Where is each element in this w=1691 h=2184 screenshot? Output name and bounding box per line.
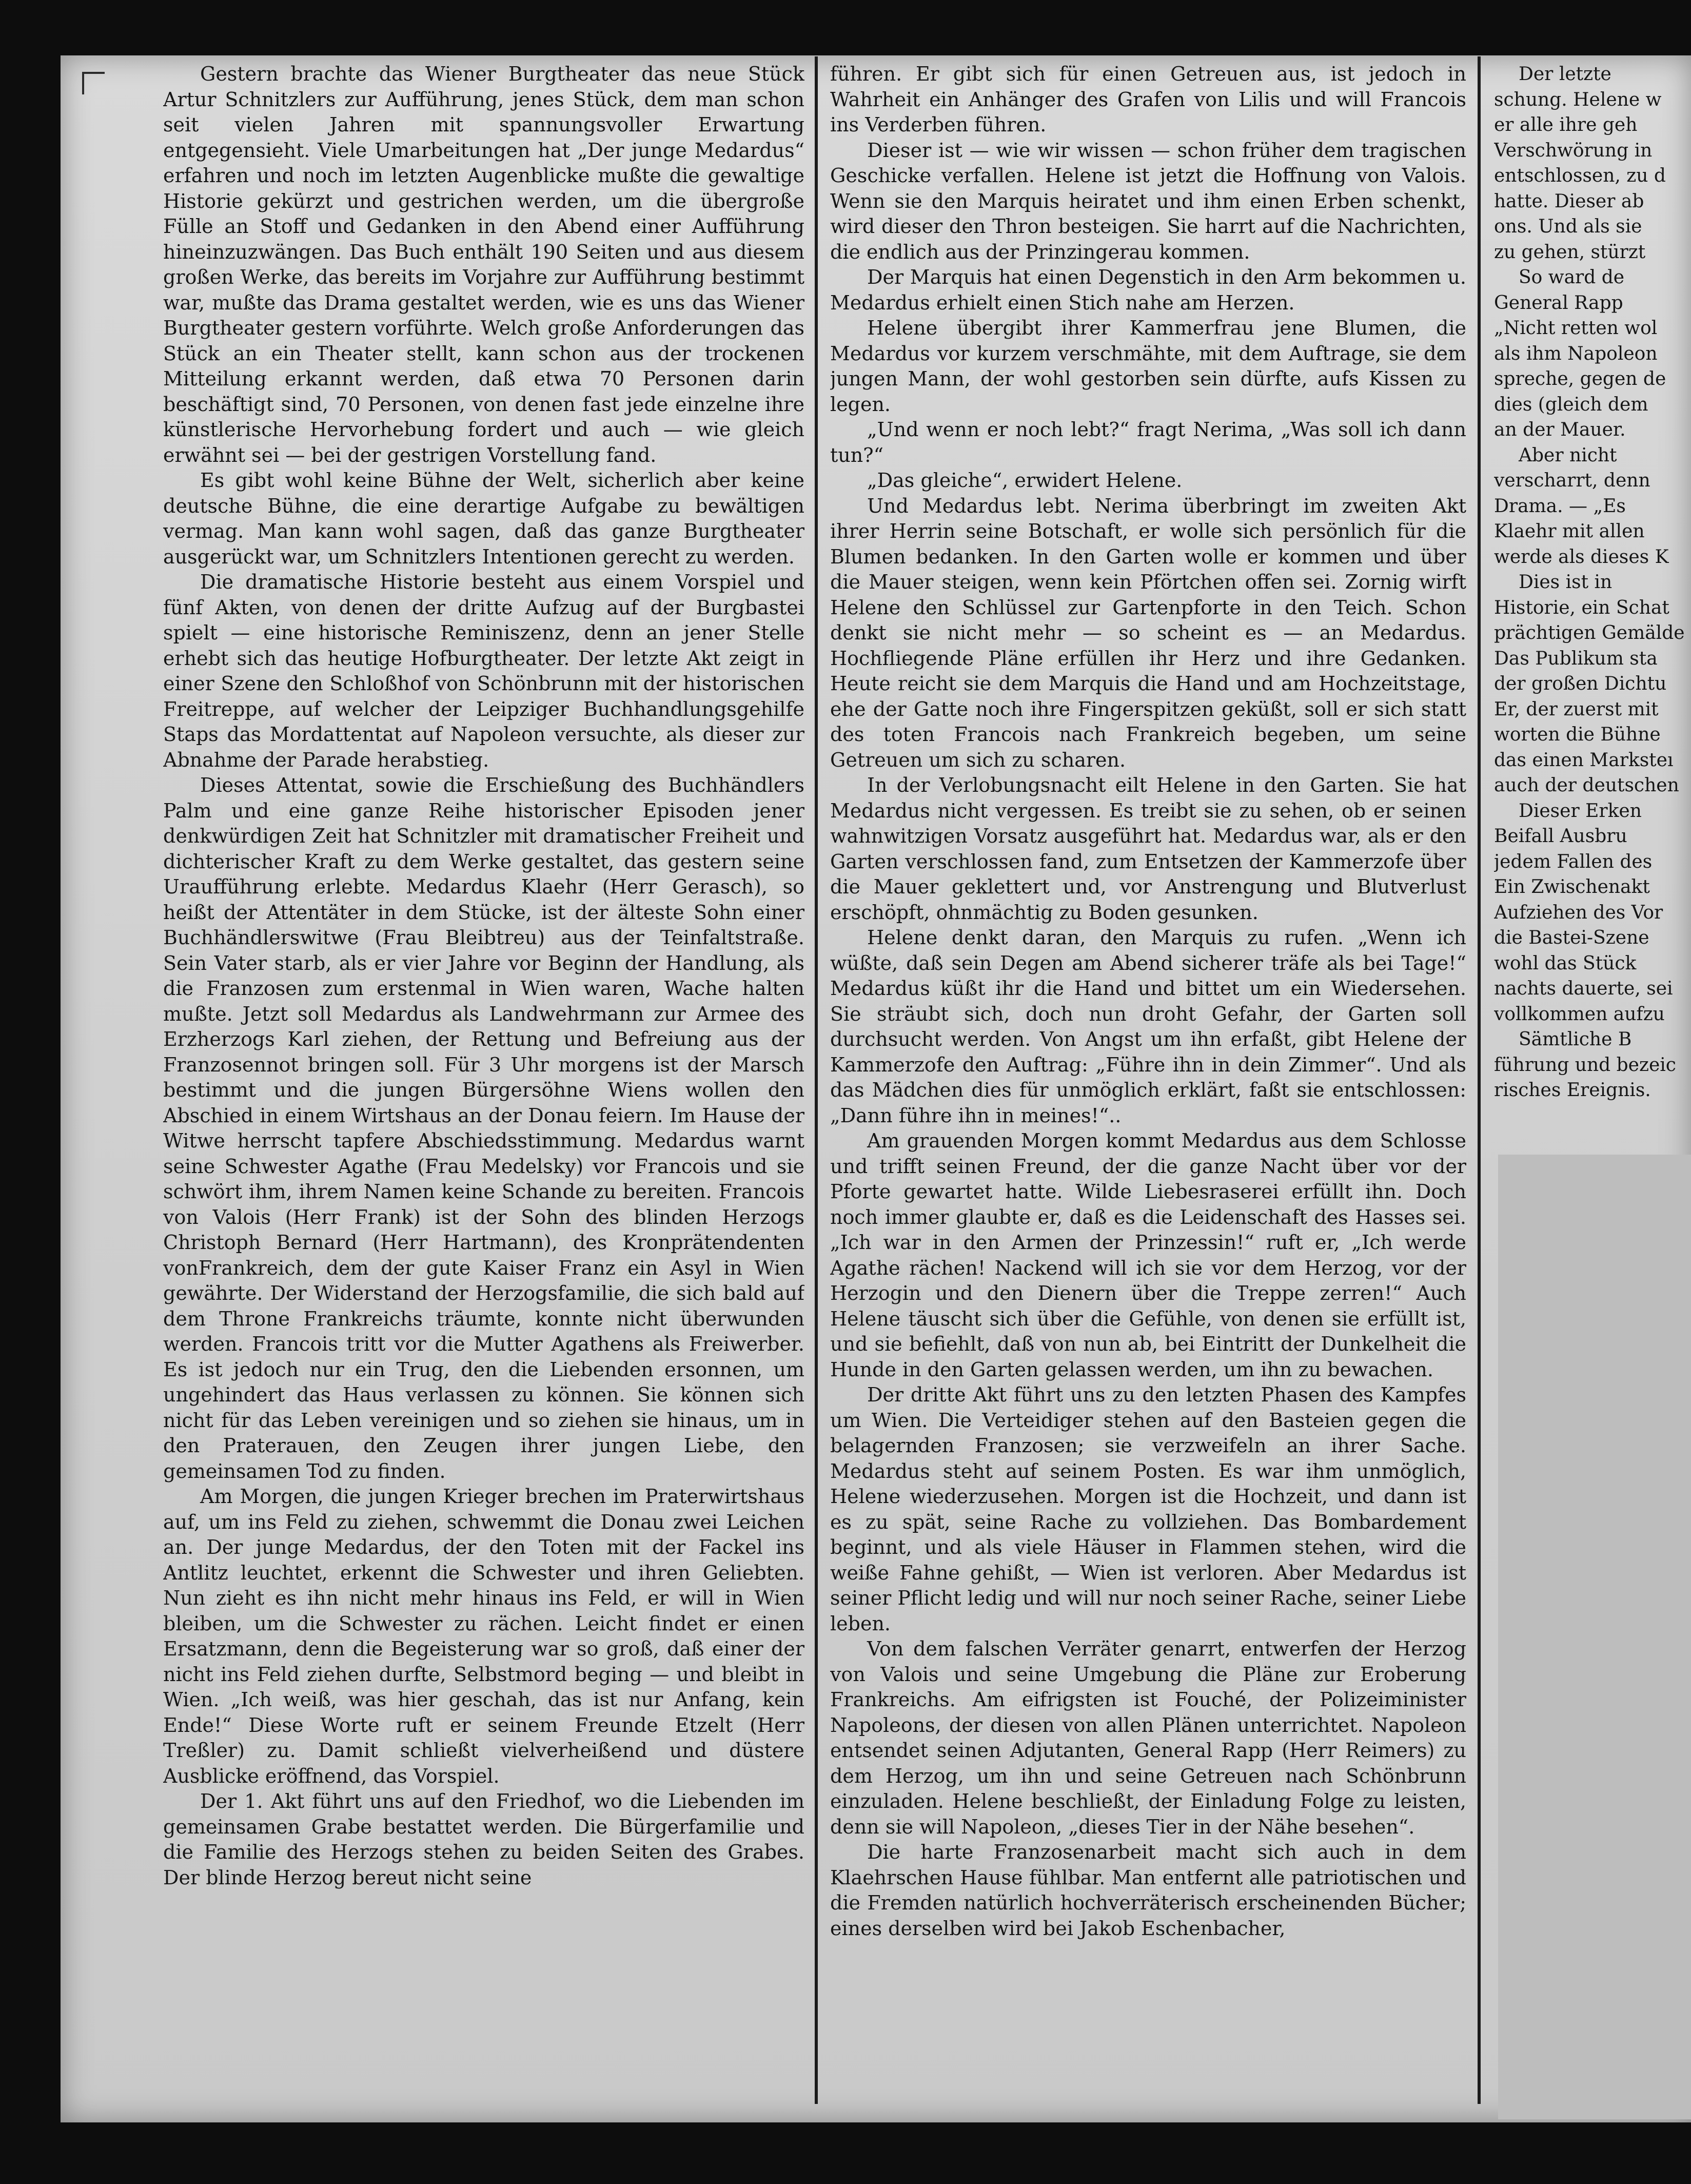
- article-paragraph: Es gibt wohl keine Bühne der Welt, sicherlich aber keine deutsche Bühne, die eine derartige Aufgabe zu bewältigen vermag. Man kann wohl sagen, daß das ganze Burgtheater ausgerückt war, um Schnitzlers Intentionen gerecht zu werden.: [163, 469, 804, 568]
- article-line: Ein Zwischenakt: [1494, 876, 1650, 898]
- article-line: schung. Helene w: [1494, 89, 1662, 110]
- article-line: worten die Bühne: [1494, 724, 1661, 745]
- column-divider: [1478, 56, 1481, 2104]
- column-divider: [815, 56, 818, 2104]
- article-paragraph: „Das gleiche“, erwidert Helene.: [867, 469, 1183, 492]
- article-line: der großen Dichtu: [1494, 673, 1667, 694]
- article-line: hatte. Dieser ab: [1494, 190, 1644, 212]
- article-line: zu gehen, stürzt: [1494, 241, 1646, 263]
- article-paragraph: Am Morgen, die jungen Krieger brechen im Praterwirtshaus auf, um ins Feld zu ziehen, schwemmt die Donau zwei Leichen an. Der junge Medardus, der den Toten mit der Fackel ins Antlitz leuchtet, erkennt die Schwester und ihren Geliebten. Nun zieht es ihn nicht mehr hinaus ins Feld, er will in Wien bleiben, um die Schwester zu rächen. Leicht findet er einen Ersatzmann, denn die Begeisterung war so groß, daß einer der nicht ins Feld ziehen durfte, Selbstmord beging — und bleibt in Wien. „Ich weiß, was hier geschah, das ist nur Anfang, kein Ende!“ Diese Worte ruft er seinem Freunde Etzelt (Herr Treßler) zu. Damit schließt vielverheißend und düstere Ausblicke eröffnend, das Vorspiel.: [163, 1485, 804, 1787]
- article-line: risches Ereignis.: [1494, 1080, 1651, 1101]
- article-line: Sämtliche B: [1519, 1029, 1632, 1050]
- article-line: Klaehr mit allen: [1494, 521, 1645, 542]
- article-line: Er, der zuerst mit: [1494, 698, 1659, 720]
- article-line: wohl das Stück: [1494, 952, 1637, 974]
- article-line: als ihm Napoleon: [1494, 343, 1658, 364]
- article-line: ons. Und als sie: [1494, 216, 1642, 237]
- article-paragraph: Und Medardus lebt. Nerima überbringt im zweiten Akt ihrer Herrin seine Botschaft, er wolle sich persönlich für die Blumen bedanken. In den Garten wolle er kommen und über die Mauer steigen, wenn kein Pförtchen offen sei. Zornig wirft Helene den Schlüssel zur Gartenpforte in den Teich. Schon denkt sie nicht mehr — so scheint es — an Medardus. Hochfliegende Pläne erfüllen ihr Herz und ihre Gedanken. Heute reicht sie dem Marquis die Hand und am Hochzeitstage, ehe der Gatte noch ihre Fingerspitzen geküßt, soll er sich statt des toten Francois nach Frankreich begeben, um seine Getreuen um sich zu scharen.: [830, 494, 1466, 771]
- article-line: General Rapp: [1494, 292, 1623, 314]
- article-line: vollkommen aufzu: [1494, 1003, 1665, 1025]
- corner-crop-mark: [82, 72, 105, 94]
- article-line: die Bastei-Szene: [1494, 927, 1649, 948]
- article-paragraph: Der 1. Akt führt uns auf den Friedhof, wo die Liebenden im gemeinsamen Grabe bestattet werden. Die Bürgerfamilie und die Familie des Herzogs stehen zu beiden Seiten des Grabes. Der blinde Herzog bereut nicht seine: [163, 1790, 804, 1889]
- article-paragraph: Helene übergibt ihrer Kammerfrau jene Blumen, die Medardus vor kurzem verschmähte, mit dem Auftrage, sie dem jungen Mann, der wohl gestorben sein dürfte, aufs Kissen zu legen.: [830, 317, 1466, 416]
- article-line: entschlossen, zu d: [1494, 165, 1666, 186]
- article-line: Beifall Ausbru: [1494, 826, 1627, 847]
- article-line: Verschwörung in: [1494, 140, 1653, 161]
- article-line: Aber nicht: [1519, 444, 1617, 466]
- article-paragraph: Am grauenden Morgen kommt Medardus aus dem Schlosse und trifft seinen Freund, der die ganze Nacht über vor der Pforte gewartet hatte. Wilde Liebesraserei erfüllt ihn. Doch noch immer glaubte er, daß es die Leidenschaft des Hasses sei. „Ich war in den Armen der Prinzessin!“ ruft er, „Ich werde Agathe rächen! Nackend will ich sie vor dem Herzog, vor der Herzogin und den Dienern über die Treppe zerren!“ Auch Helene täuscht sich über die Gefühle, von denen sie erfüllt ist, und sie befiehlt, daß von nun ab, bei Eintritt der Dunkelheit die Hunde in den Garten gelassen werden, um ihn zu bewachen.: [830, 1129, 1466, 1381]
- article-column-3-cropped: [1494, 62, 1689, 1191]
- article-paragraph: Gestern brachte das Wiener Burgtheater das neue Stück Artur Schnitzlers zur Aufführung, jenes Stück, dem man schon seit vielen Jahren mit spannungsvoller Erwartung entgegensieht. Viele Umarbeitungen hat „Der junge Medardus“ erfahren und noch im letzten Augenblicke mußte die gewaltige Historie gekürzt und gestrichen werden, um die übergroße Fülle an Stoff und Gedanken in den Abend einer Aufführung hineinzuzwängen. Das Buch enthält 190 Seiten und aus diesem großen Werke, das bereits im Vorjahre zur Aufführung bestimmt war, mußte das Drama gestaltet werden, wie es uns das Wiener Burgtheater gestern vorführte. Welch große Anforderungen das Stück an ein Theater stellt, kann schon aus der trockenen Mitteilung erkannt werden, daß etwa 70 Personen darin beschäftigt sind, 70 Personen, von denen fast jede einzelne ihre künstlerische Hervorhebung fordert und auch — wie gleich erwähnt sei — bei der gestrigen Vorstellung fand.: [163, 63, 804, 466]
- article-line: auch der deutschen: [1494, 775, 1679, 796]
- article-line: prächtigen Gemälde: [1494, 622, 1685, 644]
- article-line: Aufziehen des Vor: [1494, 902, 1663, 923]
- article-line: er alle ihre geh: [1494, 114, 1638, 135]
- article-column-1: [163, 62, 804, 2114]
- article-line: führung und bezeic: [1494, 1054, 1676, 1076]
- article-line: jedem Fallen des: [1494, 851, 1653, 872]
- article-column-2: [830, 62, 1466, 2114]
- article-paragraph: Helene denkt daran, den Marquis zu rufen. „Wenn ich wüßte, daß sein Degen am Abend sicherer träfe als bei Tage!“ Medardus küßt ihr die Hand und bittet um ein Wiedersehen. Sie sträubt sich, doch nun droht Gefahr, der Garten soll durchsucht werden. Von Angst um ihn erfaßt, gibt Helene der Kammerzofe den Auftrag: „Führe ihn in dein Zimmer“. Und als das Mädchen dies für unmöglich erklärt, faßt sie entschlossen: „Dann führe ihn in meines!“..: [830, 926, 1466, 1127]
- article-line: werde als dieses K: [1494, 546, 1669, 568]
- article-line: Dies ist in: [1519, 572, 1613, 593]
- article-line: dies (gleich dem: [1494, 394, 1648, 415]
- article-line: So ward de: [1519, 267, 1625, 288]
- article-paragraph: Dieser ist — wie wir wissen — schon früher dem tragischen Geschicke verfallen. Helene ist jetzt die Hoffnung von Valois. Wenn sie den Marquis heiratet und ihm einen Erben schenkt, wird dieser den Thron besteigen. Sie harrt auf die Nachrichten, die endlich aus der Prinzingerau kommen.: [830, 139, 1466, 263]
- article-line: an der Mauer.: [1494, 419, 1626, 440]
- article-paragraph: In der Verlobungsnacht eilt Helene in den Garten. Sie hat Medardus nicht vergessen. Es treibt sie zu sehen, ob er seinen wahnwitzigen Vorsatz ausgeführt hat. Medardus war, als er den Garten verschlossen fand, zum Entsetzen der Kammerzofe über die Mauer geklettert und, vor Anstrengung und Blutverlust erschöpft, ohnmächtig zu Boden gesunken.: [830, 774, 1466, 924]
- blank-paper-area: [1498, 1155, 1691, 2119]
- article-line: Drama. — „Es: [1494, 495, 1626, 517]
- article-line: spreche, gegen de: [1494, 368, 1666, 389]
- article-line: „Nicht retten wol: [1494, 318, 1658, 339]
- article-paragraph: Die dramatische Historie besteht aus einem Vorspiel und fünf Akten, von denen der dritte Aufzug auf der Burgbastei spielt — eine historische Reminiszenz, denn an jener Stelle erhebt sich das heutige Hofburgtheater. Der letzte Akt zeigt in einer Szene den Schloßhof von Schönbrunn mit der historischen Freitreppe, auf welcher der Leipziger Buchhandlungsgehilfe Staps das Mordattentat auf Napoleon versuchte, als dieser zur Abnahme der Parade herabstieg.: [163, 571, 804, 771]
- article-paragraph: Dieses Attentat, sowie die Erschießung des Buchhändlers Palm und eine ganze Reihe historischer Episoden jener denkwürdigen Zeit hat Schnitzler mit dramatischer Freiheit und dichterischer Kraft zu dem Werke gestaltet, das gestern seine Uraufführung erlebte. Medardus Klaehr (Herr Gerasch), so heißt der Attentäter in dem Stücke, ist der älteste Sohn einer Buchhändlerswitwe (Frau Bleibtreu) aus der Teinfaltstraße. Sein Vater starb, als er vier Jahre vor Beginn der Handlung, als die Franzosen zum erstenmal in Wien waren, Wache halten mußte. Jetzt soll Medardus als Landwehrmann zur Armee des Erzherzogs Karl ziehen, der Rettung und Befreiung aus der Franzosennot bringen soll. Für 3 Uhr morgens ist der Marsch bestimmt und die jungen Bürgersöhne Wiens wollen den Abschied in einem Wirtshaus an der Donau feiern. Im Hause der Witwe herrscht tapfere Abschiedsstimmung. Medardus warnt seine Schwester Agathe (Frau Medelsky) vor Francois und sie schwört ihm, ihrem Namen keine Schande zu bereiten. Francois von Valois (Herr Frank) ist der Sohn des blinden Herzogs Christoph Bernard (Herr Hartmann), des Kronprätendenten vonFrankreich, dem der gute Kaiser Franz ein Asyl in Wien gewährte. Der Widerstand der Herzogsfamilie, die sich bald auf dem Throne Frankreichs träumte, konnte nicht überwunden werden. Francois tritt vor die Mutter Agathens als Freiwerber. Es ist jedoch nur ein Trug, den die Liebenden ersonnen, um ungehindert das Haus verlassen zu können. Sie können sich nicht für das Leben vereinigen und so ziehen sie hinaus, um in den Praterauen, den Zeugen ihrer jungen Liebe, den gemeinsamen Tod zu finden.: [163, 774, 804, 1483]
- article-paragraph: Von dem falschen Verräter genarrt, entwerfen der Herzog von Valois und seine Umgebung die Pläne zur Eroberung Frankreichs. Am eifrigsten ist Fouché, der Polizeiminister Napoleons, der diesen von allen Plänen unterrichtet. Napoleon entsendet seinen Adjutanten, General Rapp (Herr Reimers) zu dem Herzog, um ihn und seine Getreuen nach Schönbrunn einzuladen. Helene beschließt, der Einladung Folge zu leisten, denn sie will Napoleon, „dieses Tier in der Nähe besehen“.: [830, 1637, 1466, 1838]
- article-paragraph: Der dritte Akt führt uns zu den letzten Phasen des Kampfes um Wien. Die Verteidiger stehen auf den Basteien gegen die belagernden Franzosen; sie verzweifeln an ihrer Sache. Medardus steht auf seinem Posten. Es war ihm unmöglich, Helene wiederzusehen. Morgen ist die Hochzeit, und dann ist es zu spät, seine Rache zu vollziehen. Das Bombardement beginnt, und als viele Häuser in Flammen stehen, wird die weiße Fahne gehißt, — Wien ist verloren. Aber Medardus ist seiner Pflicht ledig und will nur noch seiner Rache, seiner Liebe leben.: [830, 1383, 1466, 1635]
- article-line: das einen Marksteı: [1494, 749, 1674, 771]
- article-paragraph: führen. Er gibt sich für einen Getreuen aus, ist jedoch in Wahrheit ein Anhänger des Grafen von Lilis und will Francois ins Verderben führen.: [830, 63, 1466, 136]
- article-line: Dieser Erken: [1519, 800, 1642, 822]
- article-line: Historie, ein Schat: [1494, 597, 1669, 618]
- article-line: Der letzte: [1519, 64, 1611, 85]
- article-line: nachts dauerte, sei: [1494, 978, 1673, 999]
- article-paragraph: Die harte Franzosenarbeit macht sich auch in dem Klaehrschen Hause fühlbar. Man entfernt alle patriotischen und die Fremden natürlich hochverräterisch erscheinenden Bücher; eines derselben wird bei Jakob Eschenbacher,: [830, 1841, 1466, 1940]
- article-line: Das Publikum sta: [1494, 648, 1658, 669]
- article-paragraph: Der Marquis hat einen Degenstich in den Arm bekommen u. Medardus erhielt einen Stich nahe am Herzen.: [830, 266, 1466, 314]
- article-line: verscharrt, denn: [1494, 470, 1650, 491]
- article-paragraph: „Und wenn er noch lebt?“ fragt Nerima, „Was soll ich dann tun?“: [830, 418, 1466, 466]
